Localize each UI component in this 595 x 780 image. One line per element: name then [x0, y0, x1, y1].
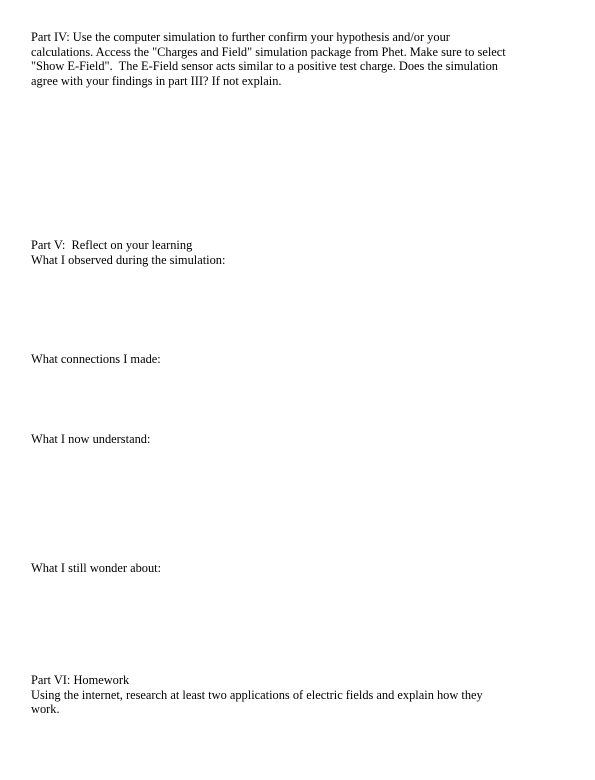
prompt-understand: What I now understand: [31, 432, 151, 446]
part-iv-section [31, 30, 569, 88]
part-vi-section [31, 673, 569, 717]
prompt-connections: What connections I made: [31, 352, 161, 366]
part-iv-line-4: agree with your findings in part III? If not explain. [31, 73, 282, 88]
wonder-section [31, 561, 569, 576]
part-v-heading: Part V: Reflect on your learning [31, 238, 193, 252]
understand-section [31, 432, 569, 447]
prompt-wonder: What I still wonder about: [31, 561, 162, 575]
part-vi-heading: Part VI: Homework [31, 673, 130, 687]
part-v-section [31, 238, 569, 267]
part-vi-line-1: Using the internet, research at least two applications of electric fields and explain how they [31, 687, 483, 702]
connections-section [31, 352, 569, 367]
prompt-observed: What I observed during the simulation: [31, 252, 226, 267]
part-vi-line-2: work. [31, 702, 60, 717]
part-iv-line-1: Part IV: Use the computer simulation to further confirm your hypothesis and/or your [31, 30, 450, 44]
part-iv-line-2: calculations. Access the "Charges and Field" simulation package from Phet. Make sure to select [31, 44, 506, 59]
part-iv-line-3: "Show E-Field". The E-Field sensor acts similar to a positive test charge. Does the simulation [31, 59, 499, 74]
